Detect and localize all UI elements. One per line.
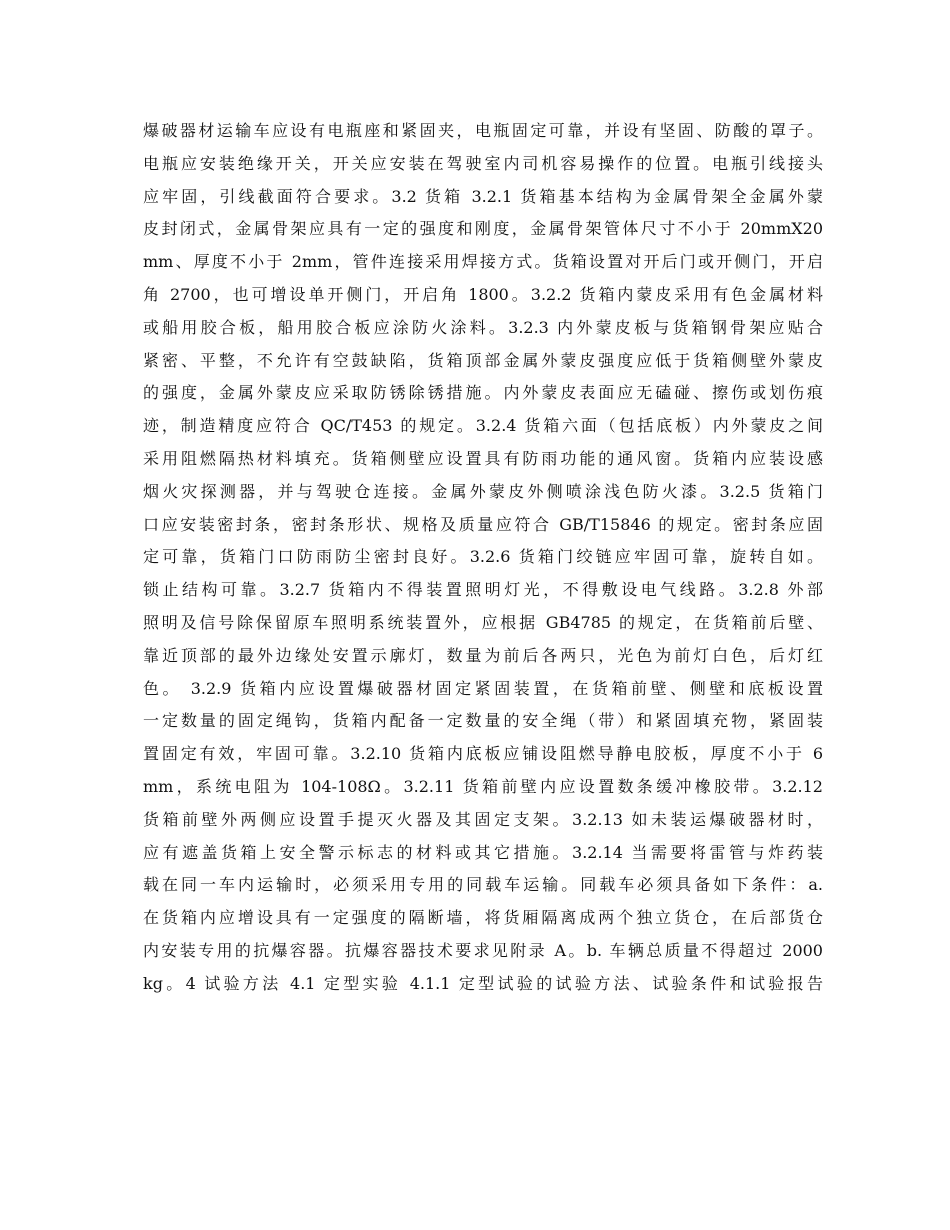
text-line: 迹，制造精度应符合 QC/T453 的规定。3.2.4 货箱六面（包括底板）内外蒙皮之间 [143,416,823,436]
text-line: 皮封闭式，金属骨架应具有一定的强度和刚度，金属骨架管体尺寸不小于 20mmX20 [143,219,823,239]
text-line: 角 2700，也可增设单开侧门，开启角 1800。3.2.2 货箱内蒙皮采用有色金属材料 [143,284,823,304]
text-line: 爆破器材运输车应设有电瓶座和紧固夹，电瓶固定可靠，并设有坚固、防酸的罩子。 [143,121,823,140]
text-line: kg。4 试验方法 4.1 定型实验 4.1.1 定型试验的试验方法、试验条件和试验报告 [143,973,823,993]
text-line: 口应安装密封条，密封条形状、规格及质量应符合 GB/T15846 的规定。密封条应固 [143,514,823,534]
text-line: 一定数量的固定绳钩，货箱内配备一定数量的安全绳（带）和紧固填充物，紧固装 [143,711,823,731]
text-line: 货箱前壁外两侧应设置手提灭火器及其固定支架。3.2.13 如未装运爆破器材时， [143,809,823,829]
text-line: mm，系统电阻为 104-108Ω。3.2.11 货箱前壁内应设置数条缓冲橡胶带。3.2.12 [143,776,823,796]
text-line: mm、厚度不小于 2mm，管件连接采用焊接方式。货箱设置对开后门或开侧门，开启 [143,252,823,272]
text-line: 烟火灾探测器，并与驾驶仓连接。金属外蒙皮外侧喷涂浅色防火漆。3.2.5 货箱门 [143,481,823,501]
body-text [143,115,823,1001]
text-line: 锁止结构可靠。3.2.7 货箱内不得装置照明灯光，不得敷设电气线路。3.2.8 外部 [143,580,823,600]
text-line: 内安装专用的抗爆容器。抗爆容器技术要求见附录 A。b. 车辆总质量不得超过 2000 [143,940,823,960]
text-line: 应有遮盖货箱上安全警示标志的材料或其它措施。3.2.14 当需要将雷管与炸药装 [143,842,823,862]
text-line: 定可靠，货箱门口防雨防尘密封良好。3.2.6 货箱门绞链应牢固可靠，旋转自如。 [143,547,823,567]
text-line: 靠近顶部的最外边缘处安置示廓灯，数量为前后各两只，光色为前灯白色，后灯红 [143,645,823,665]
text-line: 采用阻燃隔热材料填充。货箱侧壁应设置具有防雨功能的通风窗。货箱内应装设感 [143,448,823,468]
text-line: 应牢固，引线截面符合要求。3.2 货箱 3.2.1 货箱基本结构为金属骨架全金属外蒙 [143,186,823,206]
text-line: 色。 3.2.9 货箱内应设置爆破器材固定紧固装置，在货箱前壁、侧壁和底板设置 [143,678,823,698]
text-line: 或船用胶合板，船用胶合板应涂防火涂料。3.2.3 内外蒙皮板与货箱钢骨架应贴合 [143,317,823,337]
text-line: 载在同一车内运输时，必须采用专用的同载车运输。同载车必须具备如下条件：a. [143,875,823,895]
text-line: 的强度，金属外蒙皮应采取防锈除锈措施。内外蒙皮表面应无磕碰、擦伤或划伤痕 [143,383,823,403]
text-line: 照明及信号除保留原车照明系统装置外，应根据 GB4785 的规定，在货箱前后壁、 [143,612,823,632]
text-line: 置固定有效，牢固可靠。3.2.10 货箱内底板应铺设阻燃导静电胶板，厚度不小于 6 [143,744,823,764]
text-line: 在货箱内应增设具有一定强度的隔断墙，将货厢隔离成两个独立货仓，在后部货仓 [143,908,823,928]
text-line: 电瓶应安装绝缘开关，开关应安装在驾驶室内司机容易操作的位置。电瓶引线接头 [143,153,823,173]
text-line: 紧密、平整，不允许有空鼓缺陷，货箱顶部金属外蒙皮强度应低于货箱侧壁外蒙皮 [143,350,823,370]
